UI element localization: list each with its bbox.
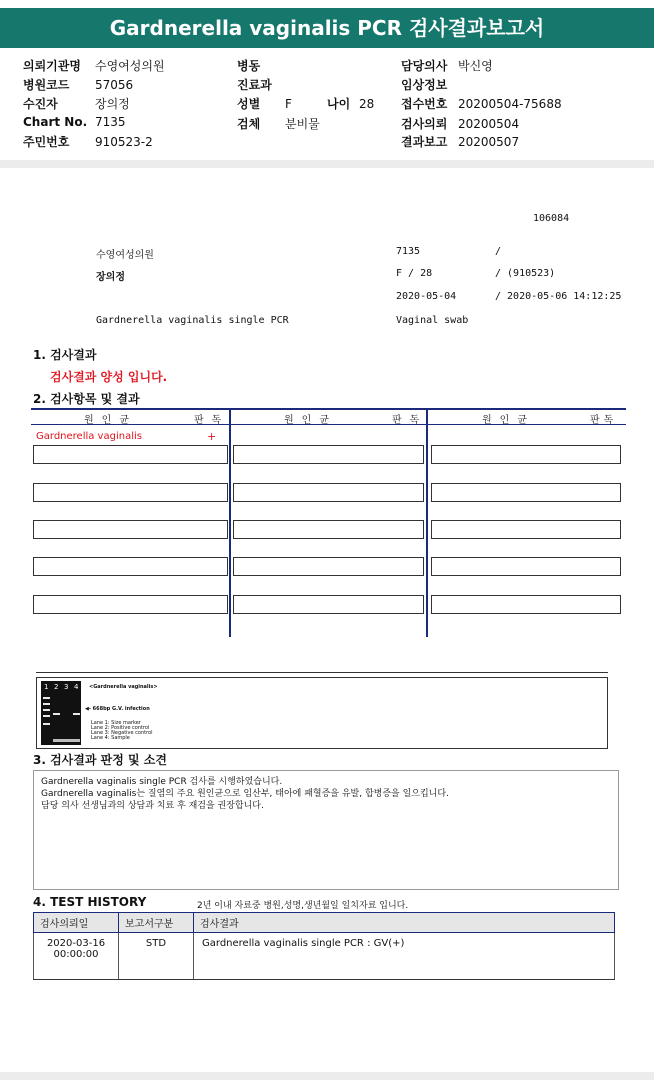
header-specimen-row bbox=[237, 115, 320, 132]
header-value: 수영여성의원 bbox=[95, 59, 165, 73]
result-cell bbox=[431, 520, 621, 539]
opinion-line: 담당 의사 선생님과의 상담과 치료 후 재검을 권장합니다. bbox=[41, 801, 264, 811]
result-cell bbox=[33, 445, 228, 464]
header-value: 20200507 bbox=[458, 135, 520, 149]
header-age-value: 28 bbox=[359, 97, 375, 111]
history-header-date: 검사의뢰일 bbox=[34, 913, 119, 933]
history-date-cell bbox=[34, 933, 119, 980]
column-header-pathogen: 원인균 bbox=[84, 415, 137, 426]
gel-band bbox=[43, 697, 50, 699]
info-test-name: Gardnerella vaginalis single PCR bbox=[96, 315, 289, 326]
column-header-pathogen: 원인균 bbox=[482, 415, 535, 426]
result-cell bbox=[33, 520, 228, 539]
history-header-type: 보고서구분 bbox=[119, 913, 194, 933]
history-result: Gardnerella vaginalis single PCR : GV(+) bbox=[194, 933, 615, 980]
gel-top-rule bbox=[36, 672, 608, 673]
header-label: 수진자 bbox=[23, 97, 58, 111]
pathogen-name: Gardnerella vaginalis bbox=[36, 431, 142, 442]
footer-band bbox=[0, 1072, 654, 1080]
result-cell bbox=[431, 445, 621, 464]
header-value: F bbox=[285, 97, 292, 111]
header-separator bbox=[0, 160, 654, 168]
header-value: 910523-2 bbox=[95, 135, 153, 149]
info-birth: / (910523) bbox=[495, 268, 556, 279]
lane-number: 4 bbox=[74, 683, 79, 691]
header-value: 장의정 bbox=[95, 97, 130, 111]
header-clinic-row bbox=[23, 57, 165, 74]
gel-band bbox=[53, 739, 80, 742]
result-cell bbox=[233, 595, 424, 614]
grid-divider bbox=[426, 408, 428, 637]
gel-band bbox=[43, 715, 50, 717]
result-cell bbox=[233, 557, 424, 576]
report-title: Gardnerella vaginalis PCR 검사결과보고서 bbox=[0, 8, 654, 48]
result-cell bbox=[233, 483, 424, 502]
header-sex-row bbox=[237, 95, 374, 112]
header-dept-row bbox=[237, 76, 285, 93]
header-patient-row bbox=[23, 95, 130, 112]
gel-band bbox=[73, 713, 80, 715]
opinion-box bbox=[33, 770, 619, 890]
gel-legend-item: Lane 2: Positive control bbox=[91, 725, 150, 731]
info-chart: 7135 bbox=[396, 246, 421, 257]
pathogen-result: + bbox=[207, 430, 217, 443]
header-label: 검체 bbox=[237, 117, 261, 131]
header-label: 병원코드 bbox=[23, 78, 70, 92]
grid-divider bbox=[229, 408, 231, 637]
gel-legend-item: Lane 3: Negative control bbox=[91, 730, 153, 736]
header-ward-row bbox=[237, 57, 285, 74]
header-doctor-row bbox=[401, 57, 493, 74]
header-value: 7135 bbox=[95, 115, 126, 129]
history-note: 2년 이내 자료중 병원,성명,생년월일 일치자료 입니다. bbox=[197, 901, 409, 911]
header-label: 담당의사 bbox=[401, 59, 448, 73]
gel-electrophoresis-figure bbox=[36, 677, 608, 749]
header-label: Chart No. bbox=[23, 115, 88, 129]
result-cell bbox=[233, 520, 424, 539]
info-report-date: / 2020-05-06 14:12:25 bbox=[495, 291, 622, 302]
lane-number: 3 bbox=[64, 683, 69, 691]
info-slash: / bbox=[495, 246, 502, 257]
header-label: 성별 bbox=[237, 97, 261, 111]
section1-title: 1. 검사결과 bbox=[33, 348, 97, 362]
result-cell bbox=[233, 445, 424, 464]
history-time: 00:00:00 bbox=[53, 949, 99, 960]
result-cell bbox=[431, 557, 621, 576]
header-receipt-row bbox=[401, 95, 562, 112]
info-code: 106084 bbox=[533, 213, 570, 224]
header-label: 진료과 bbox=[237, 78, 272, 92]
gel-band bbox=[43, 709, 50, 711]
result-cell bbox=[33, 595, 228, 614]
history-date: 2020-03-16 bbox=[46, 938, 106, 949]
result-cell bbox=[33, 483, 228, 502]
header-request-row bbox=[401, 115, 519, 132]
header-value: 20200504 bbox=[458, 117, 520, 131]
gel-title: <Gardnerella vaginalis> bbox=[89, 684, 158, 690]
info-patient: 장의정 bbox=[96, 272, 125, 283]
column-header-judge: 판독 bbox=[392, 415, 428, 426]
info-sex-age: F / 28 bbox=[396, 268, 433, 279]
lane-number: 2 bbox=[54, 683, 59, 691]
header-label: 주민번호 bbox=[23, 135, 70, 149]
gel-image bbox=[41, 681, 81, 745]
header-value: 분비물 bbox=[285, 117, 320, 131]
opinion-line: Gardnerella vaginalis single PCR 검사를 시행하였습니다. bbox=[41, 777, 283, 787]
section2-title: 2. 검사항목 및 결과 bbox=[33, 392, 140, 406]
positive-result-text: 검사결과 양성 입니다. bbox=[50, 370, 168, 384]
gel-band bbox=[43, 723, 50, 725]
table-row bbox=[34, 933, 615, 980]
header-value: 박신영 bbox=[458, 59, 493, 73]
header-value: 20200504-75688 bbox=[458, 97, 562, 111]
lane-number: 1 bbox=[44, 683, 49, 691]
header-value: 57056 bbox=[95, 78, 134, 92]
header-report-row bbox=[401, 133, 519, 150]
header-chart-row bbox=[23, 115, 126, 129]
header-label: 의뢰기관명 bbox=[23, 59, 81, 73]
header-hospital-code-row bbox=[23, 76, 133, 93]
header-age-label: 나이 bbox=[327, 97, 351, 111]
opinion-line: Gardnerella vaginalis는 질염의 주요 원인균으로 임산부, 태아에 패혈증을 유발, 합병증을 일으킵니다. bbox=[41, 789, 449, 799]
gel-band bbox=[43, 703, 50, 705]
gel-band bbox=[53, 713, 60, 715]
column-header-pathogen: 원인균 bbox=[284, 415, 337, 426]
result-cell bbox=[33, 557, 228, 576]
header-label: 검사의뢰 bbox=[401, 117, 448, 131]
history-table bbox=[33, 912, 615, 980]
info-request-date: 2020-05-04 bbox=[396, 291, 457, 302]
column-header-judge: 판독 bbox=[194, 415, 230, 426]
header-label: 접수번호 bbox=[401, 97, 448, 111]
header-label: 병동 bbox=[237, 59, 261, 73]
result-cell bbox=[431, 595, 621, 614]
section3-title: 3. 검사결과 판정 및 소견 bbox=[33, 753, 167, 767]
section4-title: 4. TEST HISTORY bbox=[33, 895, 147, 909]
result-cell bbox=[431, 483, 621, 502]
header-label: 결과보고 bbox=[401, 135, 448, 149]
header-id-row bbox=[23, 133, 153, 150]
gel-band-label: ◀- 668bp G.V. infection bbox=[85, 706, 150, 712]
gel-legend-item: Lane 4: Sample bbox=[91, 735, 130, 741]
info-specimen: Vaginal swab bbox=[396, 315, 469, 326]
info-clinic: 수영여성의원 bbox=[96, 250, 154, 261]
column-header-judge: 판독 bbox=[590, 415, 618, 426]
grid-top-line bbox=[31, 408, 626, 410]
gel-legend-item: Lane 1: Size marker bbox=[91, 720, 141, 726]
header-label: 임상정보 bbox=[401, 78, 448, 92]
header-clinical-info-row bbox=[401, 76, 458, 93]
history-header-result: 검사결과 bbox=[194, 913, 615, 933]
history-type: STD bbox=[119, 933, 194, 980]
